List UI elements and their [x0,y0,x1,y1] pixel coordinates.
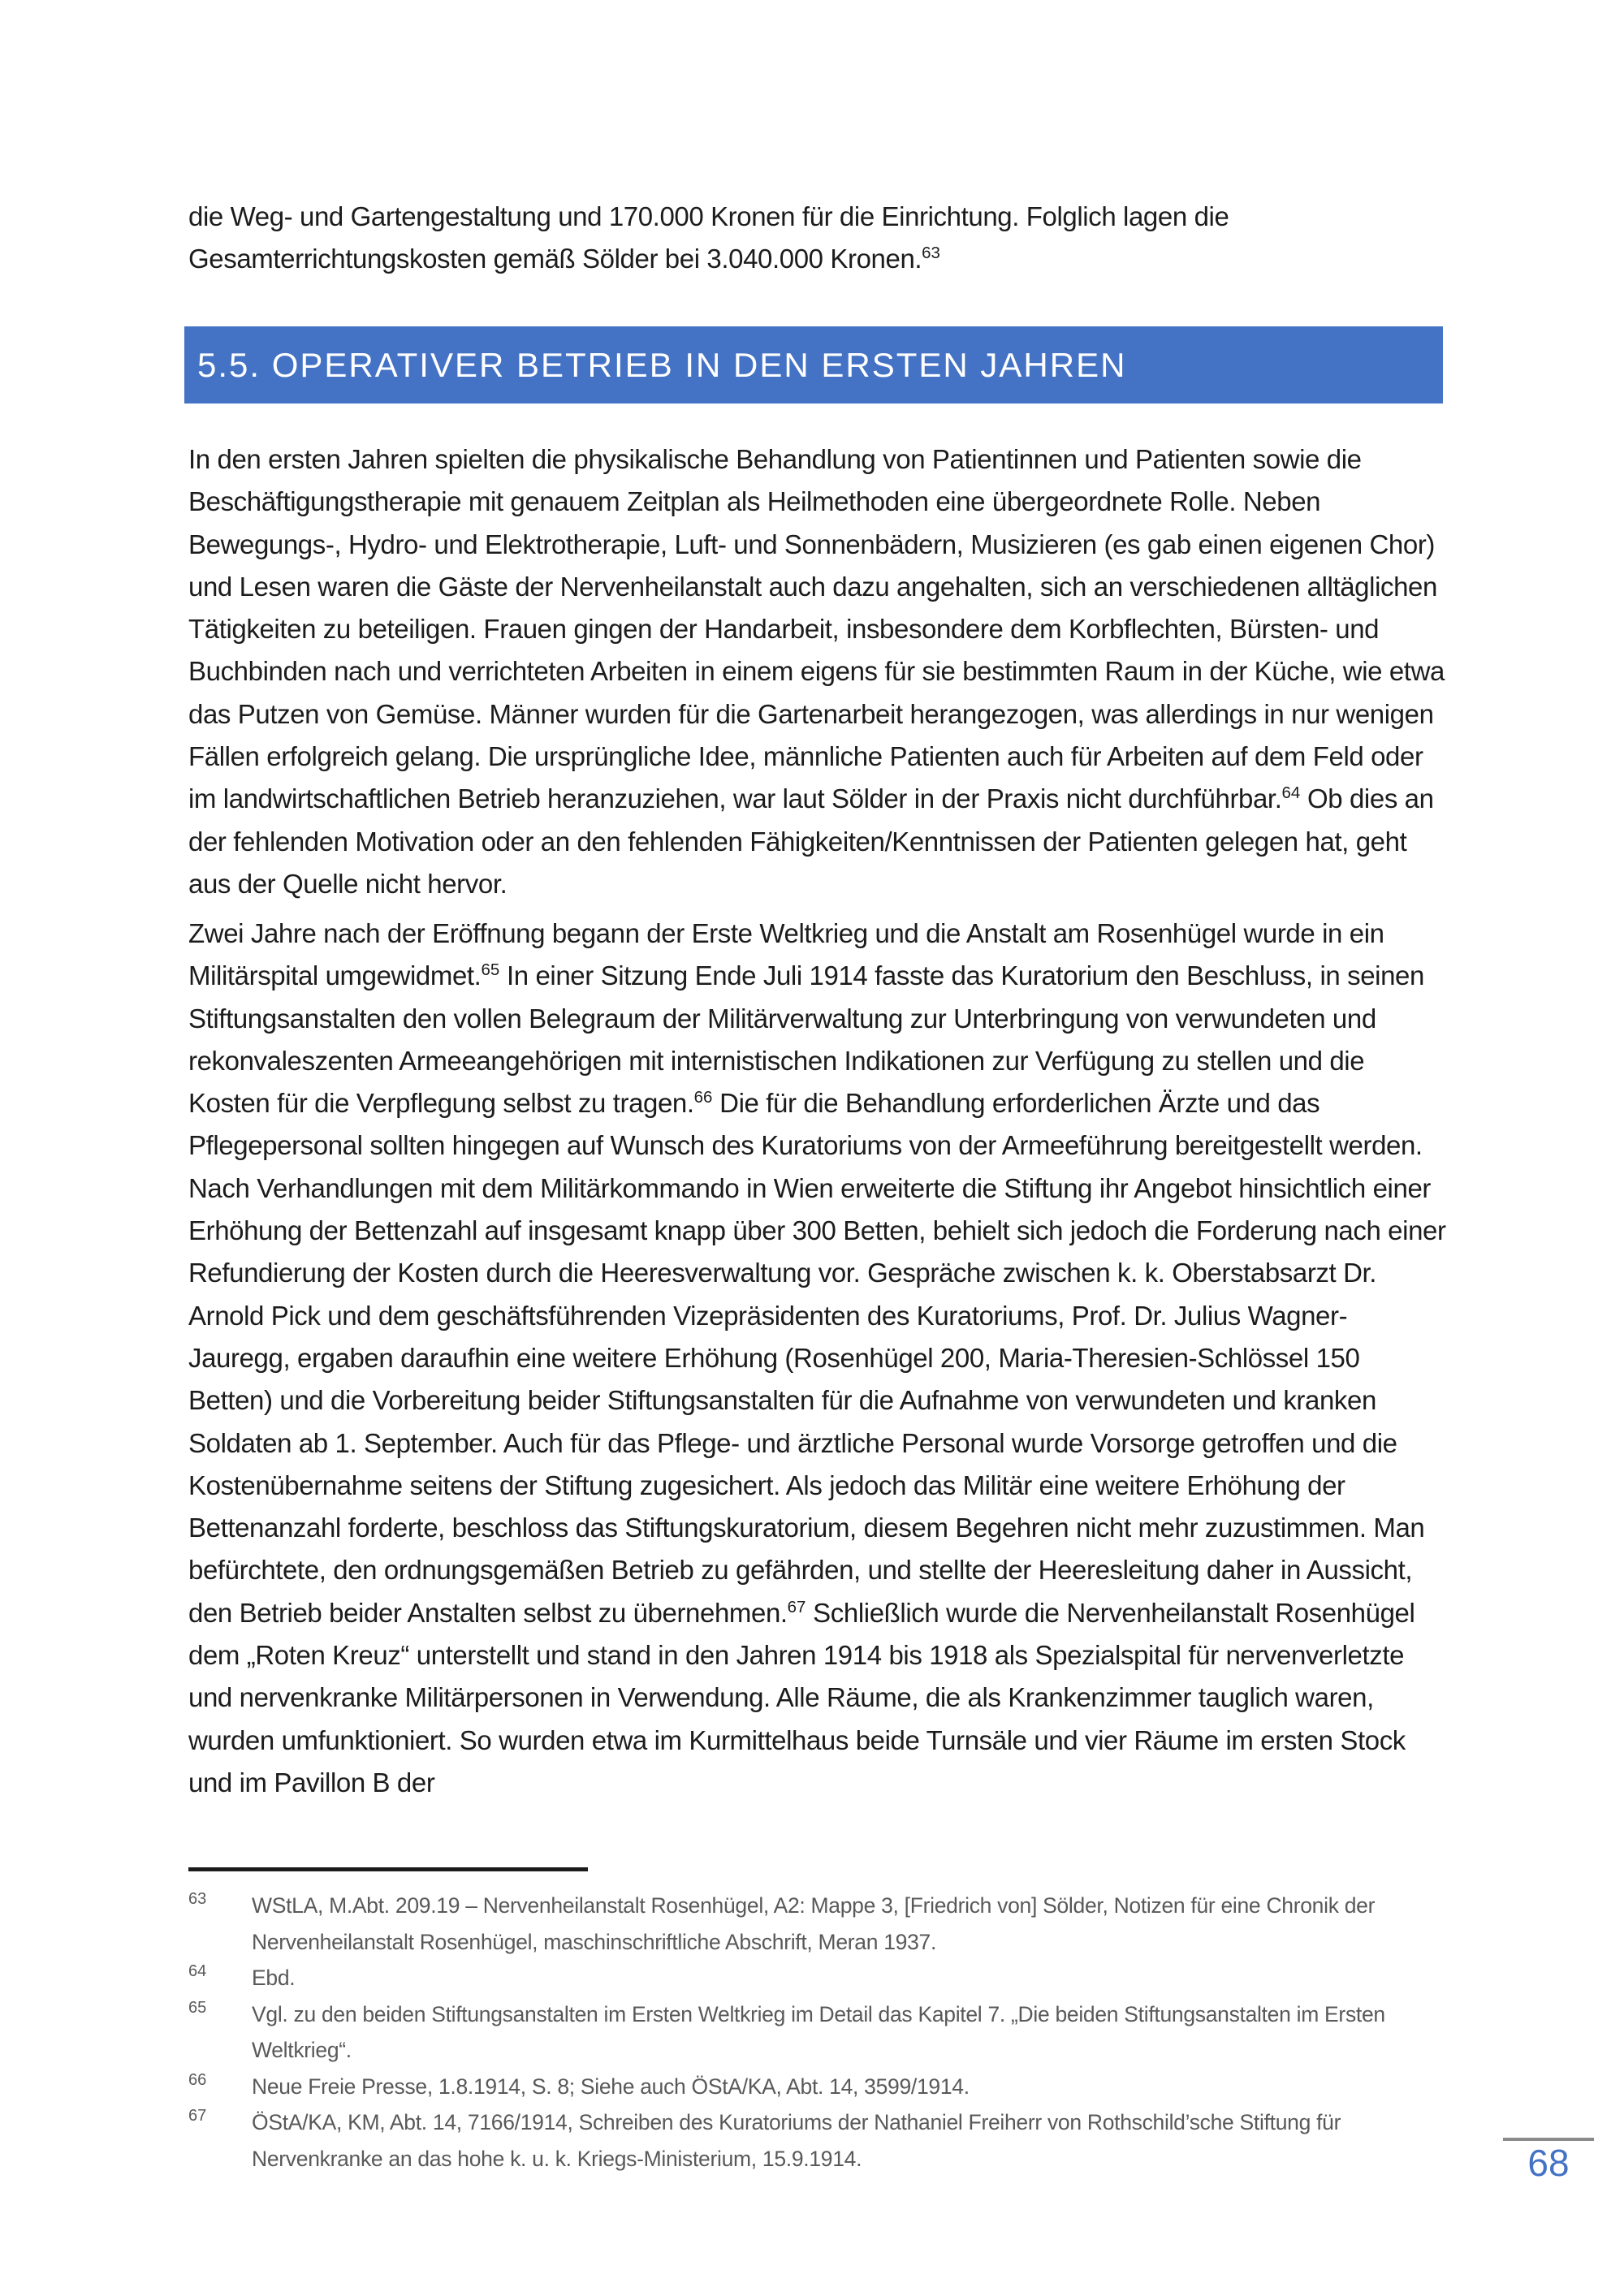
intro-paragraph: die Weg- und Gartengestaltung und 170.000 Kronen für die Einrichtung. Folglich lagen die Gesamterrichtungskosten gemäß Sölder bei 3.040.000 Kronen.$^{63}$ [188,201,1229,274]
footnote-number: 67 [188,2107,207,2125]
footnote-64 [188,1960,1449,1996]
footnote-number: 64 [188,1962,207,1980]
footnote-text: WStLA, M.Abt. 209.19 – Nervenheilanstalt Rosenhügel, A2: Mappe 3, [Friedrich von] Sölder, Notizen für eine Chronik der Nervenheilanstalt Rosenhügel, maschinschriftliche Abschrift, Meran 1937. [252,1893,1376,1954]
footnote-reference: 67 [787,1597,806,1616]
footnote-text: Ebd. [252,1966,296,1990]
footnote-reference: 65 [481,960,500,980]
footnote-text: Vgl. zu den beiden Stiftungsanstalten im Ersten Weltkrieg im Detail das Kapitel 7. „Die beiden Stiftungsanstalten im Ersten Weltkrieg“. [252,2001,1385,2062]
footnote-number: 63 [188,1890,207,1908]
page-number: 68 [1527,2142,1570,2184]
footnote-text: ÖStA/KA, KM, Abt. 14, 7166/1914, Schreiben des Kuratoriums der Nathaniel Freiherr von Rothschild’sche Stiftung für Nervenkranke an das hohe k. u. k. Kriegs-Ministerium, 15.9.1914. [252,2110,1341,2171]
paragraph-erster-weltkrieg: Zwei Jahre nach der Eröffnung begann der Erste Weltkrieg und die Anstalt am Rosenhügel wurde in ein Militärspital umgewidmet.$^{65}$ In einer Sitzung Ende Juli 1914 fasste das Kuratorium den Beschluss, in seinen Stiftungsanstalten den vollen Belegraum der Militärverwaltung zur Unterbringung von verwundeten und rekonvaleszenten Armeeangehörigen mit internistischen Indikationen zur Verfügung zu stellen und die Kosten für die Verpflegung selbst zu tragen.$^{66}$ Die für die Behandlung erforderlichen Ärzte und das Pflegepersonal sollten hingegen auf Wunsch des Kuratoriums von der Armeeführung bereitgestellt werden. Nach Verhandlungen mit dem Militärkommando in Wien erweiterte die Stiftung ihr Angebot hinsichtlich einer Erhöhung der Bettenzahl auf insgesamt knapp über 300 Betten, behielt sich jedoch die Forderung nach einer Refundierung der Kosten durch die Heeresverwaltung vor. Gespräche zwischen k. k. Oberstabsarzt Dr. Arnold Pick und dem geschäftsführenden Vizepräsidenten des Kuratoriums, Prof. Dr. Julius Wagner-Jauregg, ergaben daraufhin eine weitere Erhöhung (Rosenhügel 200, Maria-Theresien-Schlössel 150 Betten) und die Vorbereitung beider Stiftungsanstalten für die Aufnahme von verwundeten und kranken Soldaten ab 1. September. Auch für das Pflege- und ärztliche Personal wurde Vorsorge getroffen und die Kostenübernahme seitens der Stiftung zugesichert. Als jedoch das Militär eine weitere Erhöhung der Bettenanzahl forderte, beschloss das Stiftungskuratorium, diesem Begehren nicht mehr zuzustimmen. Man befürchtete, den ordnungsgemäßen Betrieb zu gefährden, und stellte der Heeresleitung daher in Aussicht, den Betrieb beider Anstalten selbst zu übernehmen.$^{67}$ Schließlich wurde die Nervenheilanstalt Rosenhügel dem „Roten Kreuz“ unterstellt und stand in den Jahren 1914 bis 1918 als Spezialspital für nervenverletzte und nervenkranke Militärpersonen in Verwendung. Alle Räume, die als Krankenzimmer tauglich waren, wurden umfunktioniert. So wurden etwa im Kurmittelhaus beide Turnsäle und vier Räume im ersten Stock und im Pavillon B der [188,918,1446,1798]
footnote-text: Neue Freie Presse, 1.8.1914, S. 8; Siehe auch ÖStA/KA, Abt. 14, 3599/1914. [252,2074,970,2099]
footnote-separator-rule [188,1867,588,1871]
footnote-65 [188,1996,1449,2069]
footnote-63 [188,1888,1449,1960]
section-heading: 5.5. OPERATIVER BETRIEB IN DEN ERSTEN JAHREN [197,345,1127,384]
footnote-67 [188,2104,1449,2177]
footnotes-section [188,1867,1449,2177]
page-number-block [1503,2138,1594,2184]
footnote-reference: 64 [1281,783,1301,803]
paragraph-operative-betrieb: In den ersten Jahren spielten die physikalische Behandlung von Patientinnen und Patienten sowie die Beschäftigungstherapie mit genauem Zeitplan als Heilmethoden eine übergeordnete Rolle. Neben Bewegungs-, Hydro- und Elektrotherapie, Luft- und Sonnenbädern, Musizieren (es gab einen eigenen Chor) und Lesen waren die Gäste der Nervenheilanstalt auch dazu angehalten, sich an verschiedenen alltäglichen Tätigkeiten zu beteiligen. Frauen gingen der Handarbeit, insbesondere dem Korbflechten, Bürsten- und Buchbinden nach und verrichteten Arbeiten in einem eigens für sie bestimmten Raum in der Küche, wie etwa das Putzen von Gemüse. Männer wurden für die Gartenarbeit herangezogen, was allerdings in nur wenigen Fällen erfolgreich gelang. Die ursprüngliche Idee, männliche Patienten auch für Arbeiten auf dem Feld oder im landwirtschaftlichen Betrieb heranzuziehen, war laut Sölder in der Praxis nicht durchführbar.$^{64}$ Ob dies an der fehlenden Motivation oder an den fehlenden Fähigkeiten/Kenntnissen der Patienten gelegen hat, geht aus der Quelle nicht hervor. [188,444,1445,899]
section-heading-bar [184,326,1443,404]
footnote-number: 66 [188,2070,207,2089]
footnote-reference: 66 [693,1088,713,1107]
footnote-reference: 63 [922,244,940,263]
footnote-66 [188,2069,1449,2105]
footnote-number: 65 [188,1998,207,2017]
